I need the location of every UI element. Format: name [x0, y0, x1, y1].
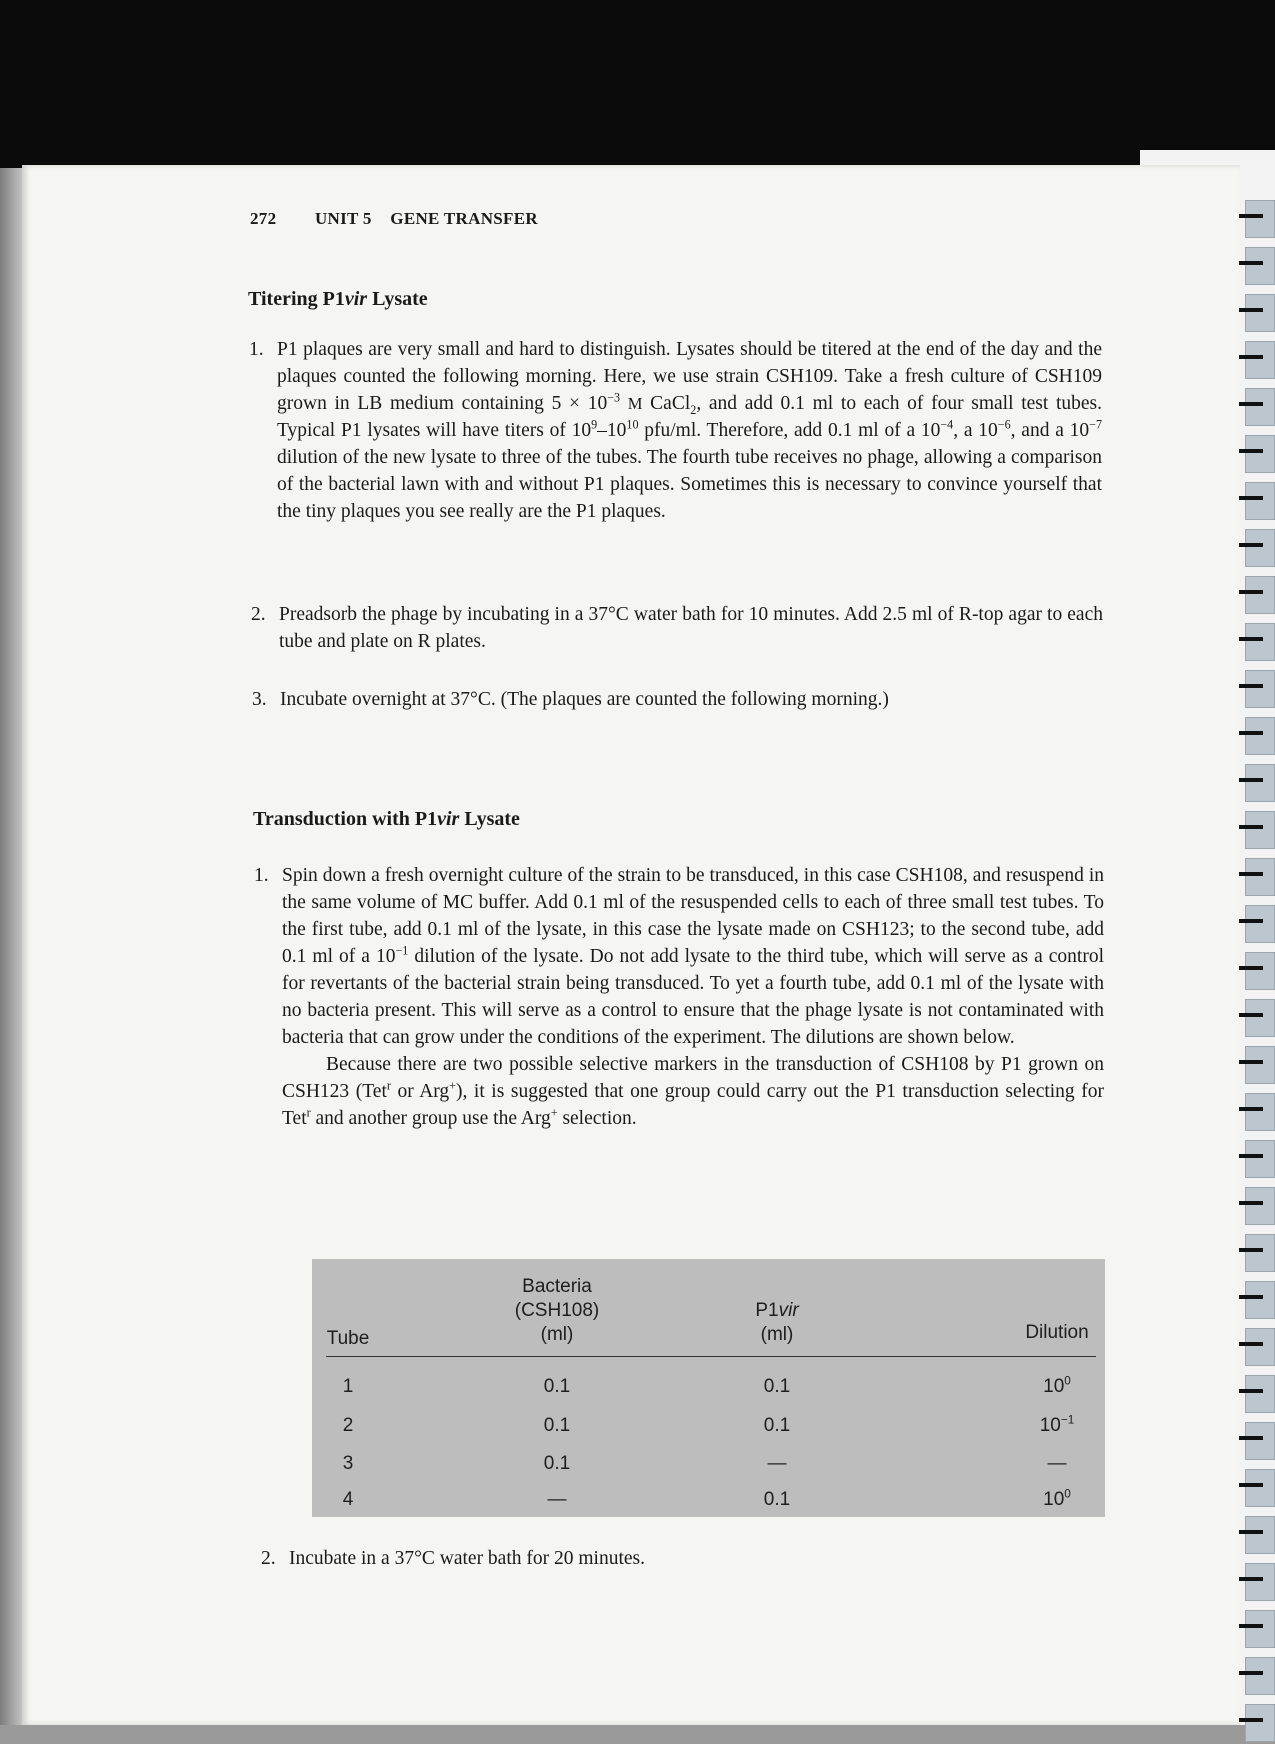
binder-coil	[1235, 294, 1275, 334]
step-number: 2.	[251, 604, 266, 625]
header-bacteria-line2: (CSH108)	[514, 1300, 600, 1321]
table-cell-tube: 1	[342, 1376, 354, 1397]
section-heading-titering	[248, 288, 428, 311]
binder-coil	[1235, 1422, 1275, 1462]
binder-coil	[1235, 482, 1275, 522]
heading-italic-text: vir	[437, 808, 460, 830]
binder-coil	[1235, 341, 1275, 381]
dilution-table	[312, 1259, 1105, 1517]
binder-coil	[1235, 717, 1275, 757]
binder-coil	[1235, 999, 1275, 1039]
table-cell-bacteria: 0.1	[543, 1415, 571, 1436]
heading-italic-text: vir	[344, 288, 368, 310]
binder-coil	[1235, 1563, 1275, 1603]
header-bacteria-line3: (ml)	[540, 1324, 574, 1345]
step-number: 1.	[249, 339, 264, 360]
binder-coil	[1235, 1187, 1275, 1227]
step-number: 2.	[261, 1548, 276, 1569]
titering-step-3	[252, 686, 1103, 713]
table-cell-bacteria: 0.1	[543, 1453, 571, 1474]
step-text: Incubate in a 37°C water bath for 20 minutes.	[289, 1548, 645, 1569]
binder-coil	[1235, 1375, 1275, 1415]
titering-step-2	[251, 601, 1103, 655]
header-dilution: Dilution	[1025, 1322, 1089, 1343]
table-cell-bacteria: 0.1	[543, 1376, 571, 1397]
header-tube: Tube	[326, 1328, 370, 1349]
binder-coil	[1235, 858, 1275, 898]
table-cell-dilution: —	[1047, 1453, 1067, 1474]
section-heading-transduction	[253, 808, 520, 831]
table-cell-dilution: $10^{-1}$	[1039, 1413, 1075, 1436]
table-cell-p1vir: 0.1	[763, 1376, 791, 1397]
header-bacteria	[492, 1275, 622, 1347]
titering-step-1	[249, 336, 1102, 525]
binder-coil	[1235, 1140, 1275, 1180]
running-head	[250, 209, 538, 229]
table-cell-tube: 4	[342, 1489, 354, 1510]
heading-text-suffix: Lysate	[459, 808, 520, 830]
binder-coil	[1235, 200, 1275, 240]
binder-coil	[1235, 952, 1275, 992]
binder-coil	[1235, 576, 1275, 616]
scan-background-top	[0, 0, 1275, 172]
binder-coil	[1235, 1469, 1275, 1509]
step-text: P1 plaques are very small and hard to distinguish. Lysates should be titered at the end of the day and the plaques counted the following morning. Here, we use strain CSH109. Take a fresh culture of CSH109 grown in LB medium containing $5 \times 10^{-3}$ M CaCl$_2$, and add 0.1 ml to each of four small test tubes. Typical P1 lysates will have titers of $10^9-10^{10}$ pfu/ml. Therefore, add 0.1 ml of a $10^{-4}$, a $10^{-6}$, and a $10^{-7}$ dilution of the new lysate to three of the tubes. The fourth tube receives no phage, allowing a comparison of the bacterial lawn with and without P1 plaques. Sometimes this is necessary to convince yourself that the tiny plaques you see really are the P1 plaques.	[277, 339, 1102, 522]
header-bacteria-line1: Bacteria	[522, 1276, 592, 1297]
heading-text: Transduction with P1	[253, 808, 438, 830]
table-cell-dilution: $10^0$	[1043, 1374, 1071, 1397]
binder-coil	[1235, 1281, 1275, 1321]
binder-coil	[1235, 1093, 1275, 1133]
binder-coil	[1235, 1704, 1275, 1744]
binder-coil	[1235, 670, 1275, 710]
binder-coil	[1235, 388, 1275, 428]
table-cell-p1vir: 0.1	[763, 1489, 791, 1510]
binder-coil	[1235, 764, 1275, 804]
header-p1vir-line1: P1vir	[755, 1300, 799, 1321]
binder-coil	[1235, 1046, 1275, 1086]
unit-label: UNIT 5	[314, 209, 372, 228]
table-cell-dilution: $10^0$	[1043, 1487, 1071, 1510]
binder-coil	[1235, 1234, 1275, 1274]
binder-coil	[1235, 1610, 1275, 1650]
header-p1vir-line2: (ml)	[760, 1324, 794, 1345]
chapter-title: GENE TRANSFER	[390, 209, 538, 228]
step-text-paragraph-2: Because there are two possible selective markers in the transduction of CSH108 by P1 grown on CSH123 (Tet$^r$ or Arg+), it is suggested that one group could carry out the P1 transduction selecting for Tet$^r$ and another group use the Arg+ selection.	[282, 1054, 1104, 1129]
table-header-rule	[326, 1356, 1096, 1357]
table-cell-tube: 2	[342, 1415, 354, 1436]
heading-text-suffix: Lysate	[367, 288, 428, 310]
table-cell-tube: 3	[342, 1453, 354, 1474]
heading-text: Titering P1	[248, 288, 345, 310]
table-cell-p1vir: 0.1	[763, 1415, 791, 1436]
binder-coil	[1235, 1657, 1275, 1697]
step-text: Spin down a fresh overnight culture of the strain to be transduced, in this case CSH108, and resuspend in the same volume of MC buffer. Add 0.1 ml of the resuspended cells to each of three small test tubes. To the first tube, add 0.1 ml of the lysate, in this case the lysate made on CSH123; to the second tube, add 0.1 ml of a $10^{-1}$ dilution of the lysate. Do not add lysate to the third tube, which will serve as a control for revertants of the bacterial strain being transduced. To yet a fourth tube, add 0.1 ml of the lysate with no bacteria present. This will serve as a control to ensure that the phage lysate is not contaminated with bacteria that can grow under the conditions of the experiment. The dilutions are shown below.	[282, 865, 1104, 1048]
binder-coil	[1235, 623, 1275, 663]
binder-coil	[1235, 529, 1275, 569]
binder-coil	[1235, 1516, 1275, 1556]
binder-coil	[1235, 811, 1275, 851]
transduction-step-1	[254, 862, 1104, 1132]
header-p1vir	[732, 1299, 822, 1347]
step-number: 1.	[254, 865, 269, 886]
binder-coils	[1235, 190, 1275, 1725]
binder-coil	[1235, 905, 1275, 945]
step-number: 3.	[252, 689, 267, 710]
table-cell-bacteria: —	[547, 1489, 567, 1510]
binder-coil	[1235, 247, 1275, 287]
step-text: Preadsorb the phage by incubating in a 37°C water bath for 10 minutes. Add 2.5 ml of R-top agar to each tube and plate on R plates.	[279, 604, 1103, 652]
binder-coil	[1235, 1328, 1275, 1368]
binder-coil	[1235, 435, 1275, 475]
table-cell-p1vir: —	[767, 1453, 787, 1474]
transduction-step-2	[261, 1548, 645, 1570]
page-number: 272	[250, 209, 277, 228]
step-text: Incubate overnight at 37°C. (The plaques are counted the following morning.)	[280, 689, 889, 710]
